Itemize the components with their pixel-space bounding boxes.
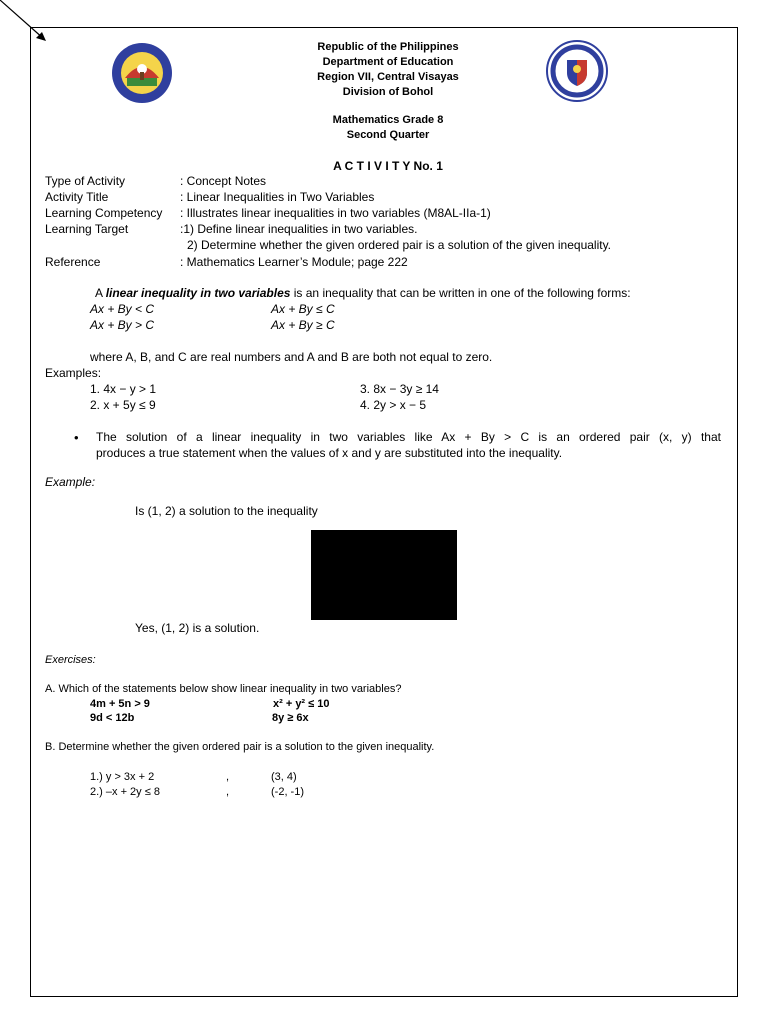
exercise-b-sep: , — [226, 771, 230, 783]
subject-title: Mathematics Grade 8 — [332, 114, 444, 126]
exercise-b-pair: (3, 4) — [271, 771, 297, 783]
info-value: : Illustrates linear inequalities in two variables (M8AL-IIa-1) — [180, 206, 491, 220]
definition-text — [95, 286, 631, 300]
exercise-b-sep: , — [226, 786, 230, 798]
exercise-a-item: 8y ≥ 6x — [272, 712, 309, 724]
bullet-line: produces a true statement when the values of x and y are substituted into the inequality. — [96, 446, 563, 460]
solution-image — [311, 530, 457, 620]
example-item: 2. x + 5y ≤ 9 — [90, 398, 156, 412]
info-label: Type of Activity — [45, 174, 126, 188]
deped-seal-icon — [546, 40, 608, 102]
info-label: Reference — [45, 255, 101, 269]
form-le: Ax + By ≤ C — [271, 302, 335, 316]
info-label: Activity Title — [45, 190, 109, 204]
exercise-a-item: 4m + 5n > 9 — [90, 698, 150, 710]
exercise-b-ineq: 1.) y > 3x + 2 — [90, 771, 155, 783]
header-block — [255, 40, 521, 100]
example-item: 3. 8x − 3y ≥ 14 — [360, 382, 439, 396]
exercise-a-prompt: A. Which of the statements below show linear inequality in two variables? — [45, 683, 402, 695]
exercises-heading: Exercises: — [45, 654, 96, 666]
example-question: Is (1, 2) a solution to the inequality — [135, 504, 318, 518]
info-value: : Concept Notes — [180, 174, 267, 188]
exercise-b-prompt: B. Determine whether the given ordered pair is a solution to the given inequality. — [45, 741, 435, 753]
form-ge: Ax + By ≥ C — [271, 318, 335, 332]
exercise-a-item: x² + y² ≤ 10 — [273, 698, 330, 710]
activity-title: A C T I V I T Y No. 1 — [333, 159, 443, 173]
form-lt: Ax + By < C — [90, 302, 155, 316]
header-line: Division of Bohol — [342, 86, 434, 98]
definition-pre: A — [95, 286, 106, 300]
exercise-b-pair: (-2, -1) — [271, 786, 304, 798]
example-heading: Example: — [45, 475, 96, 489]
info-value: : Linear Inequalities in Two Variables — [180, 190, 375, 204]
bullet-icon: • — [74, 430, 79, 445]
form-gt: Ax + By > C — [90, 318, 155, 332]
subject-block — [255, 113, 521, 143]
exercise-a-item: 9d < 12b — [90, 712, 135, 724]
definition-post: is an inequality that can be written in one of the following forms: — [290, 286, 631, 300]
where-text: where A, B, and C are real numbers and A and B are both not equal to zero. — [90, 350, 493, 364]
definition-term: linear inequality in two variables — [105, 286, 291, 300]
info-value: : Mathematics Learner’s Module; page 222 — [180, 255, 408, 269]
info-label: Learning Target — [45, 222, 129, 236]
info-value: :1) Define linear inequalities in two variables. — [180, 222, 418, 236]
deped-bohol-seal-icon — [111, 42, 173, 104]
header-line: Region VII, Central Visayas — [317, 71, 459, 83]
example-answer: Yes, (1, 2) is a solution. — [135, 621, 260, 635]
example-item: 4. 2y > x − 5 — [360, 398, 427, 412]
info-label: Learning Competency — [45, 206, 163, 220]
header-line: Department of Education — [322, 56, 454, 68]
bullet-line: The solution of a linear inequality in two variables like Ax + By > C is an ordered pair (x, y) that — [96, 430, 721, 444]
header-line: Republic of the Philippines — [317, 41, 459, 53]
info-value: 2) Determine whether the given ordered pair is a solution of the given inequality. — [187, 238, 612, 252]
quarter-title: Second Quarter — [346, 129, 430, 141]
examples-heading: Examples: — [45, 366, 102, 380]
example-item: 1. 4x − y > 1 — [90, 382, 157, 396]
exercise-b-ineq: 2.) –x + 2y ≤ 8 — [90, 786, 160, 798]
